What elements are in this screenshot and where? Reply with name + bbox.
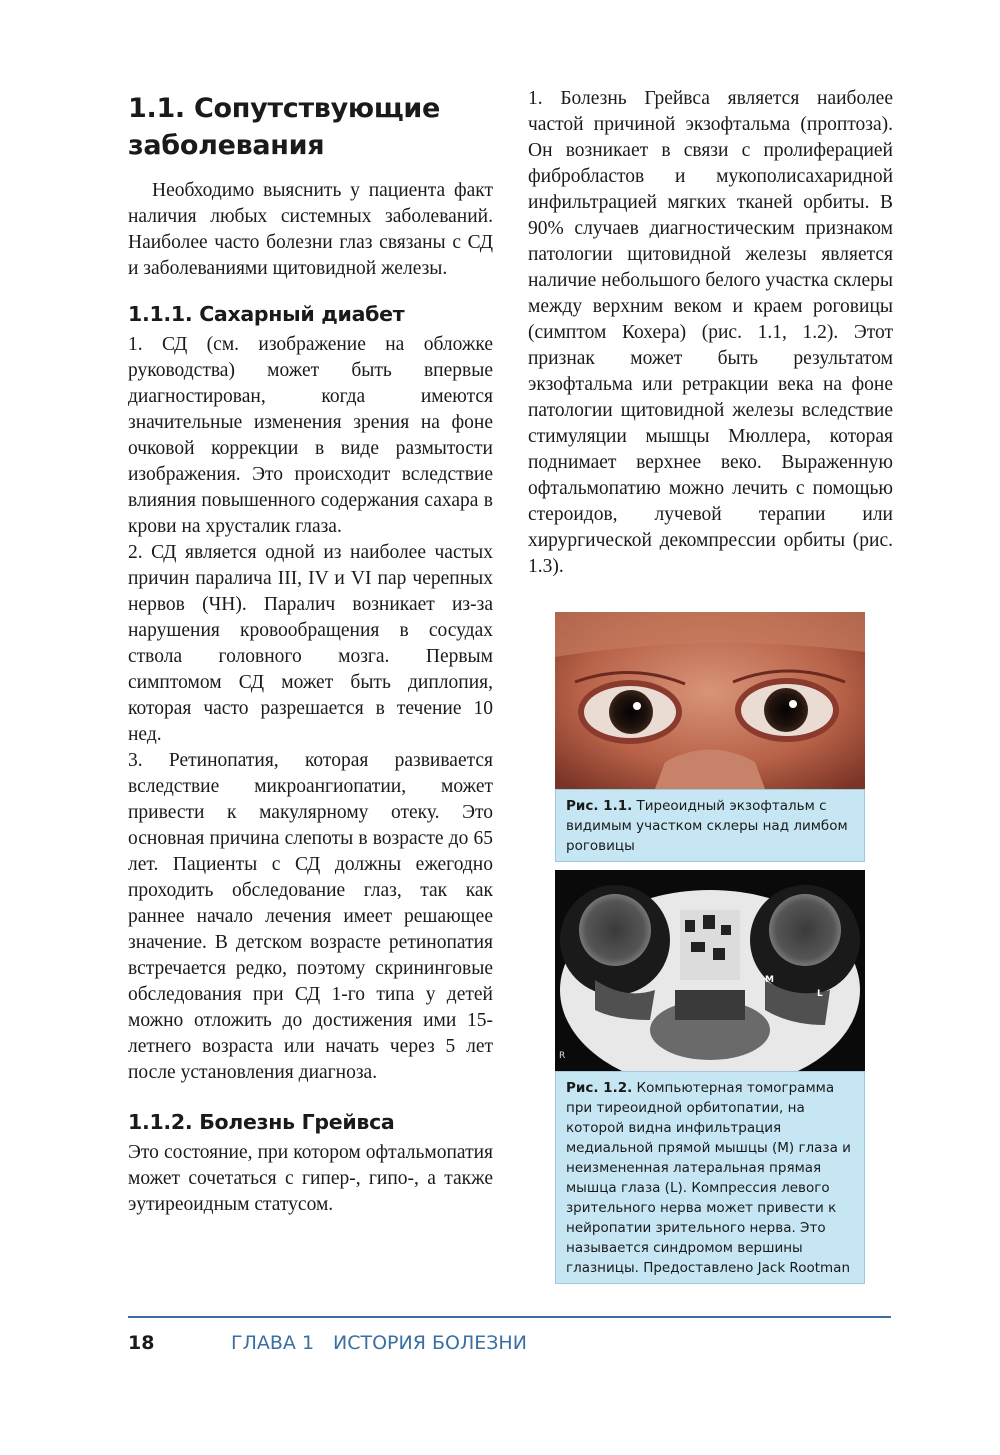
diabetes-heading: 1.1.1. Сахарный диабет bbox=[128, 302, 405, 326]
graves-paragraph-2: 1. Болезнь Грейвса является наиболее частой причиной экзофтальма (проптоза). Он возникает в связи с пролиферацией фибробластов и мукополисахаридной инфильтрацией мягких тканей орбиты. В 90% случаев диагностическим признаком патологии щитовидной железы является наличие небольшого белого участка склеры между верхним веком и краем роговицы (симптом Кохера) (рис. 1.1, 1.2). Этот признак может быть результатом экзофтальма или ретракции века на фоне патологии щитовидной железы вследствие стимуляции мышцы Мюллера, которая поднимает верхнее веко. Выраженную офтальмопатию можно лечить с помощью стероидов, лучевой терапии или хирургической декомпрессии орбиты (рис. 1.3). bbox=[528, 88, 893, 577]
marker-l: L bbox=[817, 989, 823, 999]
diabetes-paragraph-3: 3. Ретинопатия, которая развивается вследствие микроангиопатии, может привести к макулярному отеку. Это основная причина слепоты в возрасте до 65 лет. Пациенты с СД должны ежегодно проходить обследование глаз, так как раннее начало лечения имеет решающее значение. В детском возрасте ретинопатия встречается редко, поэтому скрининговые обследования при СД 1-го типа у детей можно отложить до достижения ими 15-летнего возраста или начать через 5 лет после установления диагноза. bbox=[128, 750, 493, 1083]
marker-m: M bbox=[765, 975, 774, 985]
diabetes-paragraph-1: 1. СД (см. изображение на обложке руководства) может быть впервые диагностирован, когда имеются значительные изменения зрения на фоне очковой коррекции в виде размытости изображения. Это происходит вследствие влияния повышенного содержания сахара в крови на хрусталик глаза. bbox=[128, 334, 493, 537]
diabetes-paragraph-2: 2. СД является одной из наиболее частых причин паралича III, IV и VI пар черепных нервов (ЧН). Паралич возникает из-за нарушения кровообращения в сосудах ствола головного мозга. Первым симптомом СД может быть диплопия, которая часто разрешается в течение 10 нед. bbox=[128, 542, 493, 745]
intro-paragraph: Необходимо выяснить у пациента факт наличия любых системных заболеваний. Наиболее часто болезни глаз связаны с СД и заболеваниями щитовидной железы. bbox=[128, 180, 493, 279]
figure-1-2-text: Компьютерная томограмма при тиреоидной орбитопатии, на которой видна инфильтрация медиальной прямой мышцы (M) глаза и неизмененная латеральная прямая мышца глаза (L). Компрессия левого зрительного нерва может привести к нейропатии зрительного нерва. Это называется синдромом вершины глазницы. Предоставлено Jack Rootman bbox=[566, 1080, 851, 1276]
page-number: 18 bbox=[128, 1332, 155, 1354]
right-column bbox=[528, 86, 893, 580]
eyes-photo bbox=[555, 612, 865, 789]
figure-1-2 bbox=[555, 870, 865, 1284]
footer bbox=[128, 1330, 527, 1356]
figure-1-1-caption bbox=[555, 789, 865, 862]
chapter-title: ИСТОРИЯ БОЛЕЗНИ bbox=[333, 1332, 527, 1354]
graves-heading: 1.1.2. Болезнь Грейвса bbox=[128, 1110, 395, 1134]
left-column bbox=[128, 86, 493, 1218]
figure-1-1-text: Тиреоидный экзофтальм с видимым участком склеры над лимбом роговицы bbox=[566, 798, 848, 854]
footer-rule bbox=[128, 1316, 891, 1318]
figure-1-2-caption bbox=[555, 1071, 865, 1284]
section-title: 1.1. Сопутствующие заболевания bbox=[128, 93, 441, 161]
figure-1-1 bbox=[555, 612, 865, 862]
figure-1-1-label: Рис. 1.1. bbox=[566, 798, 633, 814]
graves-paragraph-1: Это состояние, при котором офтальмопатия может сочетаться с гипер-, гипо-, а также эутиреоидным статусом. bbox=[128, 1142, 493, 1215]
figure-1-2-label: Рис. 1.2. bbox=[566, 1080, 633, 1096]
chapter-label: ГЛАВА 1 bbox=[231, 1332, 315, 1354]
marker-r: R bbox=[559, 1051, 566, 1061]
ct-scan-image bbox=[555, 870, 865, 1071]
